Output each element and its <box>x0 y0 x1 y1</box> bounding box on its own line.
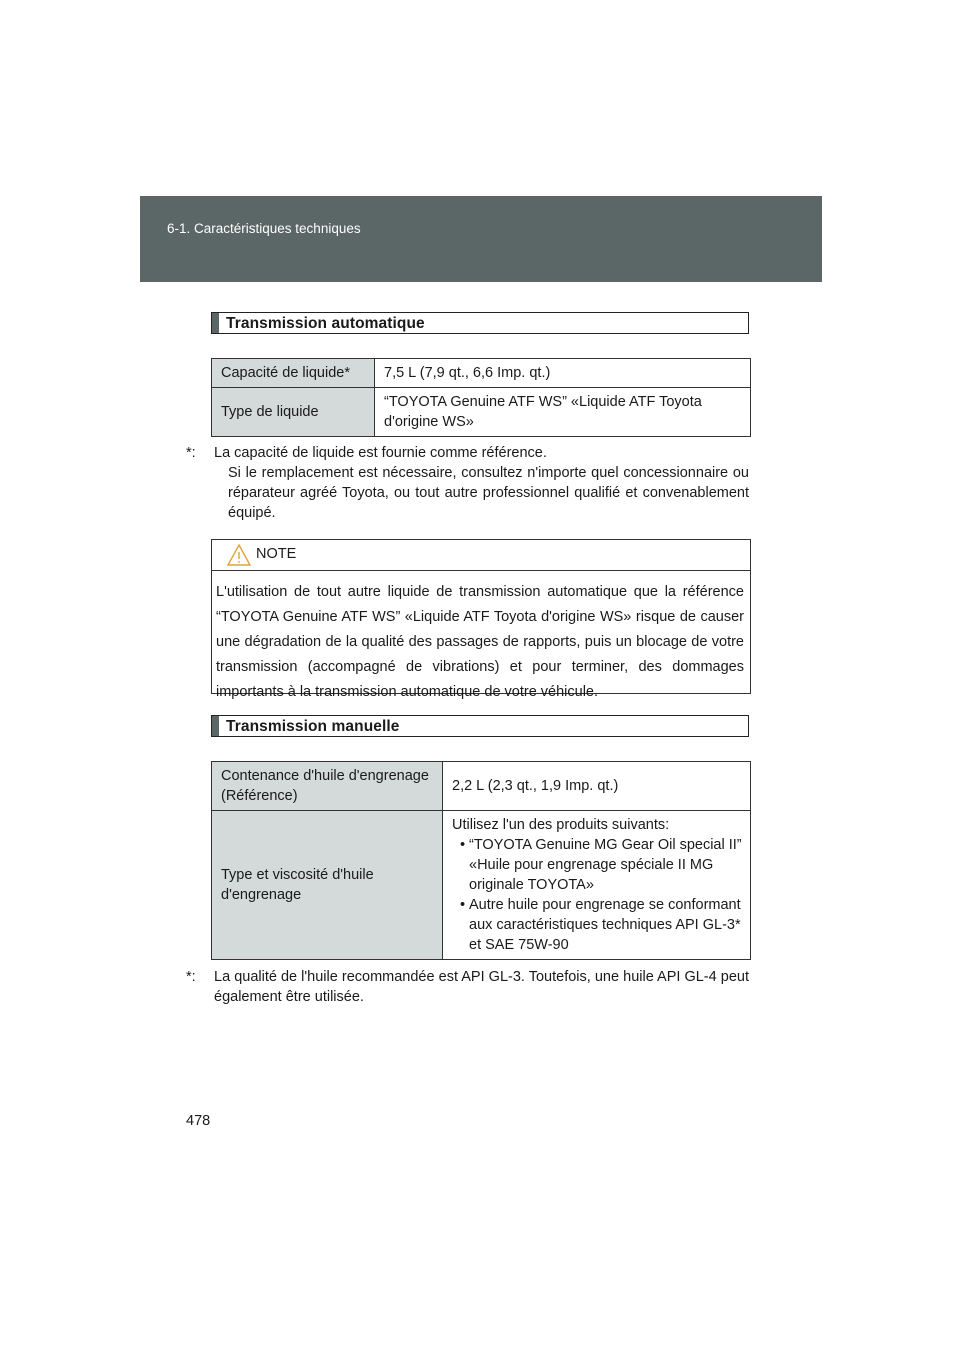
automatic-footnote <box>186 443 749 523</box>
row-value: 7,5 L (7,9 qt., 6,6 Imp. qt.) <box>375 359 751 388</box>
options-list <box>452 835 746 955</box>
automatic-spec-table <box>211 358 751 437</box>
section-label: 6-1. Caractéristiques techniques <box>167 221 361 236</box>
footnote-line-1: La capacité de liquide est fournie comme référence. <box>214 445 547 461</box>
warning-triangle-icon <box>227 544 251 566</box>
chapter-header-band <box>140 196 822 282</box>
row-label: Type et viscosité d'huile d'engrenage <box>212 811 443 960</box>
list-item: • “TOYOTA Genuine MG Gear Oil special II” «Huile pour engrenage spéciale II MG originale TOYOTA» <box>452 835 746 895</box>
note-body: L'utilisation de tout autre liquide de transmission automatique que la référence “TOYOTA Genuine ATF WS” «Liquide ATF Toyota d'origine WS» risque de causer une dégradation de la qualité des passages de rapports, puis un blocage de votre transmission (accompagné de vibrations) et pour terminer, des dommages importants à la transmission automatique de votre véhicule. <box>216 584 744 700</box>
note-header <box>212 540 750 571</box>
footnote-line-2: Si le remplacement est nécessaire, consultez n'importe quel concessionnaire ou réparateur agréé Toyota, ou tout autre professionnel qualifié et convenablement équipé. <box>228 465 749 521</box>
section-heading-manual <box>211 715 749 737</box>
note-title: NOTE <box>256 546 297 562</box>
table-row <box>212 762 751 811</box>
footnote-text: La qualité de l'huile recommandée est API GL-3. Toutefois, une huile API GL-4 peut également être utilisée. <box>214 969 749 1005</box>
row-label: Type de liquide <box>212 388 375 437</box>
row-value <box>443 811 751 960</box>
table-row <box>212 388 751 437</box>
row-label: Capacité de liquide* <box>212 359 375 388</box>
footnote-mark: *: <box>186 969 196 985</box>
row-value: 2,2 L (2,3 qt., 1,9 Imp. qt.) <box>443 762 751 811</box>
table-row <box>212 359 751 388</box>
row-value: “TOYOTA Genuine ATF WS” «Liquide ATF Toyota d'origine WS» <box>375 388 751 437</box>
manual-spec-table <box>211 761 751 960</box>
heading-text: Transmission manuelle <box>226 718 400 735</box>
heading-text: Transmission automatique <box>226 315 425 332</box>
note-box <box>211 539 751 700</box>
row-label: Contenance d'huile d'engrenage (Référence) <box>212 762 443 811</box>
options-intro: Utilisez l'un des produits suivants: <box>452 817 670 833</box>
page-number: 478 <box>186 1113 211 1129</box>
section-heading-automatic <box>211 312 749 334</box>
table-row <box>212 811 751 960</box>
heading-accent-bar <box>212 716 219 736</box>
manual-footnote <box>186 967 749 1007</box>
heading-accent-bar <box>212 313 219 333</box>
list-item: • Autre huile pour engrenage se conformant aux caractéristiques techniques API GL-3* et SAE 75W-90 <box>452 895 746 955</box>
footnote-mark: *: <box>186 445 196 461</box>
